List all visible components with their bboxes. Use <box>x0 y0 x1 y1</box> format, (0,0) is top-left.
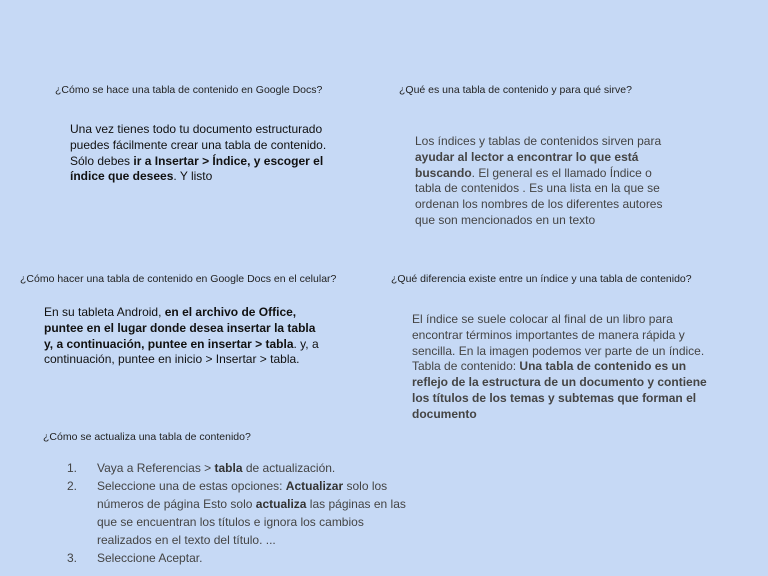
step-item <box>64 549 414 567</box>
step-number: 2. <box>67 479 78 493</box>
step-text <box>97 479 406 547</box>
text: . y, a continuación, puntee en inicio > Insertar > tabla. <box>44 336 319 367</box>
text: las páginas en las que se encuentran los títulos e ignora los cambios realizados en el texto del título. ... <box>97 497 406 547</box>
step-text <box>97 551 202 565</box>
text: Los índices y tablas de contenidos sirven para <box>415 134 662 148</box>
text: Una vez tienes todo tu documento estructurado puedes fácilmente crear una tabla de contenido. Sólo debes <box>70 122 327 168</box>
text: Seleccione Aceptar. <box>97 551 203 565</box>
bold-text: tabla <box>214 461 243 475</box>
question-google-docs: ¿Cómo se hace una tabla de contenido en Google Docs? <box>55 84 323 96</box>
answer-mobile <box>44 305 322 368</box>
text: solo los números de página Esto solo <box>97 479 388 511</box>
text: . El general es el llamado Índice o tabla de contenidos . Es una lista en la que se ordenan los nombres de los diferentes autores que son mencionados en un texto <box>415 165 663 227</box>
step-number: 1. <box>67 461 78 475</box>
bold-text: en el archivo de Office, puntee en el lugar donde desea insertar la tabla y, a continuación, puntee en insertar > tabla <box>44 305 316 351</box>
question-update-toc: ¿Cómo se actualiza una tabla de contenido? <box>43 431 251 443</box>
question-index-vs-toc: ¿Qué diferencia existe entre un índice y una tabla de contenido? <box>391 273 692 285</box>
step-number: 3. <box>67 551 78 565</box>
answer-google-docs <box>70 122 330 185</box>
question-what-is-toc: ¿Qué es una tabla de contenido y para qué sirve? <box>399 84 632 96</box>
bold-text: Una tabla de contenido es un reflejo de la estructura de un documento y contiene los títulos de los temas y subtemas que forman el documento <box>412 359 707 421</box>
bold-text: ayudar al lector a encontrar lo que está buscando <box>415 149 639 180</box>
text: En su tableta Android, <box>44 305 165 319</box>
update-steps-list <box>64 459 414 567</box>
step-item <box>64 459 414 477</box>
bold-text: actualiza <box>255 497 307 511</box>
text: Vaya a Referencias > <box>97 461 215 475</box>
step-item <box>64 477 414 549</box>
text: . Y listo <box>173 169 213 184</box>
text: Seleccione una de estas opciones: <box>97 479 286 493</box>
text: El índice se suele colocar al final de un libro para encontrar términos importantes de manera rápida y sencilla. En la imagen podemos ver parte de un índice. Tabla de contenido: <box>412 312 705 374</box>
bold-text: Actualizar <box>285 479 344 493</box>
answer-what-is-toc <box>415 134 677 229</box>
bold-text: ir a Insertar > Índice, y escoger el índice que desees <box>70 153 324 184</box>
text: de actualización. <box>242 461 336 475</box>
answer-index-vs-toc <box>412 312 717 423</box>
step-text <box>97 461 335 475</box>
question-mobile: ¿Cómo hacer una tabla de contenido en Google Docs en el celular? <box>20 273 337 285</box>
